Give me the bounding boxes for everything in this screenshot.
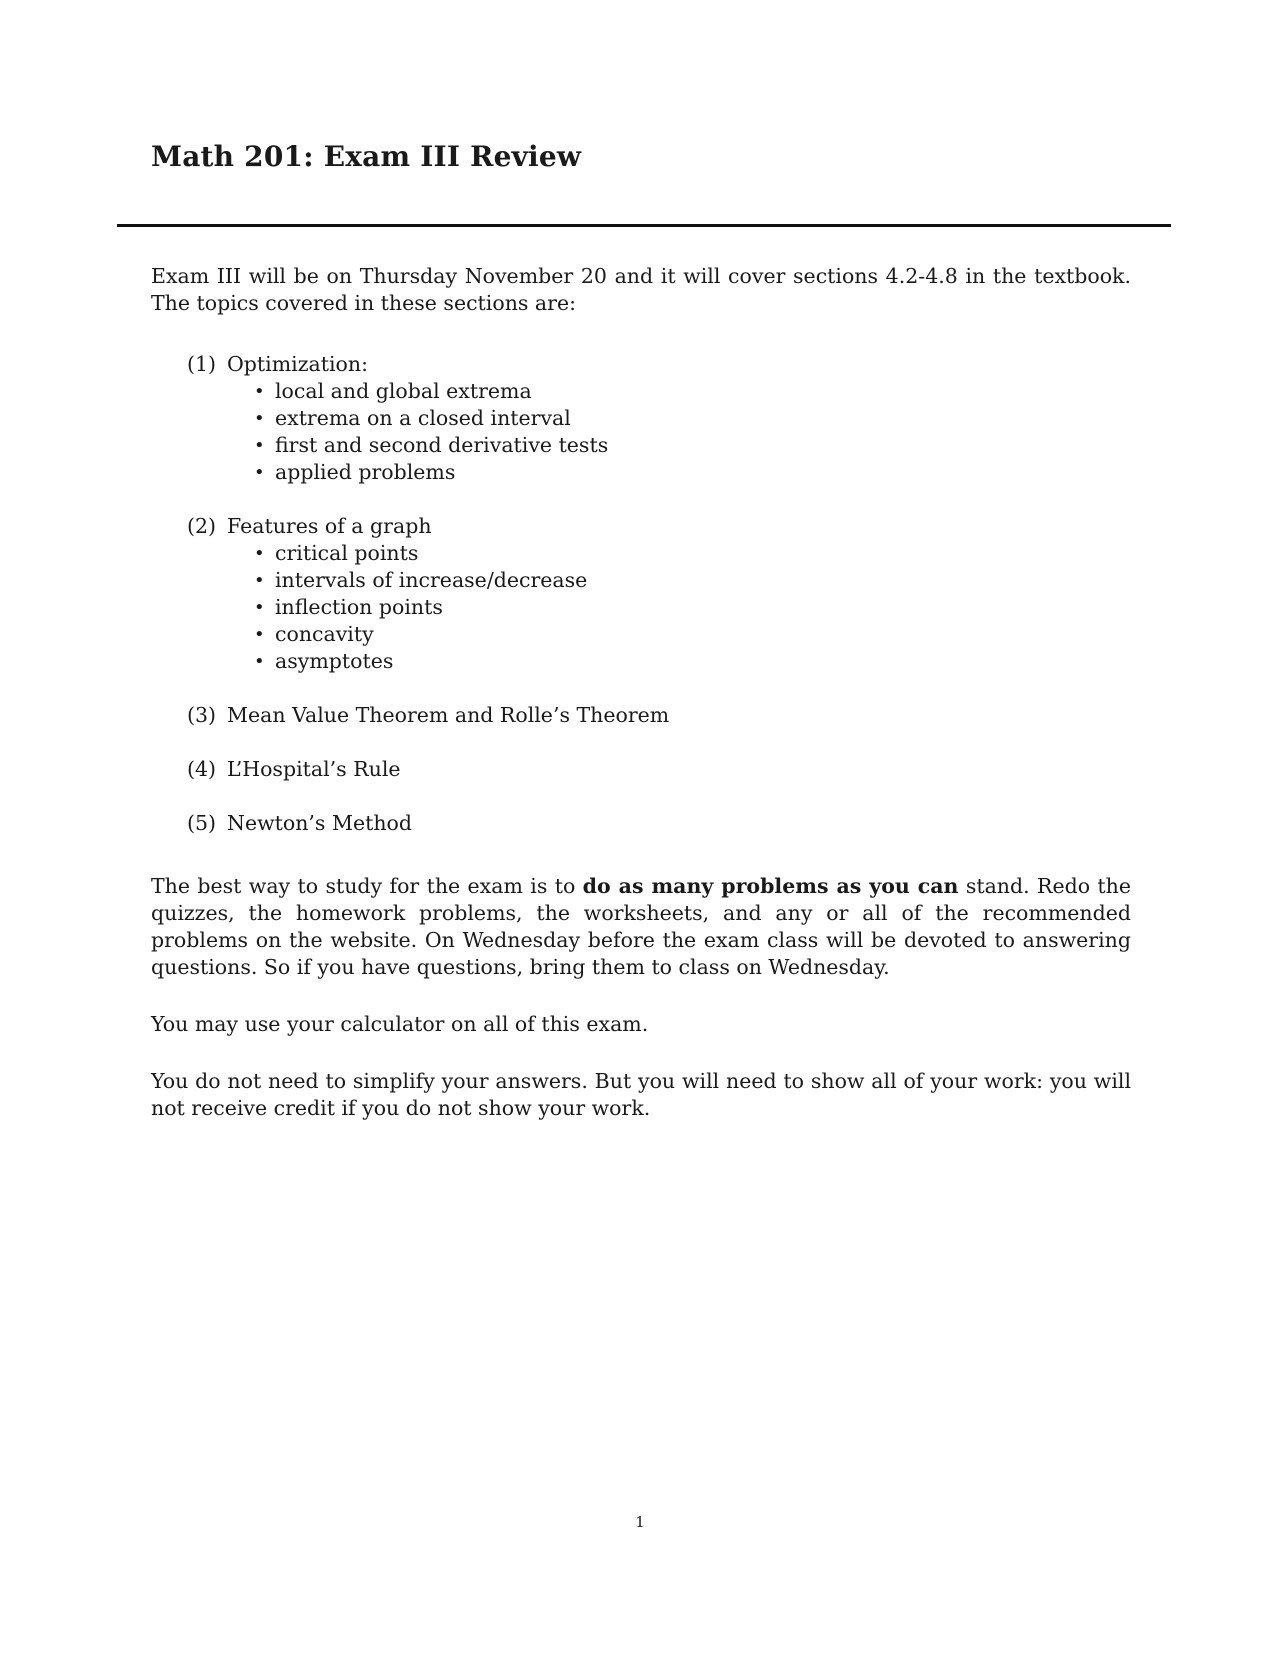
bullet-icon: • bbox=[254, 435, 265, 456]
study-text-start: The best way to study for the exam is to bbox=[151, 874, 583, 898]
topic-number: (3) bbox=[187, 703, 217, 727]
calculator-note: You may use your calculator on all of this exam. bbox=[151, 1012, 649, 1036]
study-text-end: stand. Redo the quizzes, the homework problems, the worksheets, and any or all of the recommended problems on the website. On Wednesday before the exam class will be devoted to answering questions. So if you have questions, bring them to class on Wednesday. bbox=[151, 874, 1131, 979]
study-paragraph bbox=[151, 873, 1131, 981]
subtopic-label: applied problems bbox=[275, 460, 456, 484]
topic-item-optimization bbox=[151, 351, 1131, 486]
subtopic-label: extrema on a closed interval bbox=[275, 406, 571, 430]
document-body bbox=[151, 263, 1131, 1122]
topic-item-lhospitals-rule bbox=[151, 756, 1131, 783]
subtopic-item bbox=[227, 459, 1131, 486]
topic-label: Newton’s Method bbox=[227, 811, 412, 835]
topic-number: (1) bbox=[187, 352, 217, 376]
page-title: Math 201: Exam III Review bbox=[151, 140, 582, 173]
subtopic-item bbox=[227, 405, 1131, 432]
subtopic-list bbox=[227, 540, 1131, 675]
subtopic-label: asymptotes bbox=[275, 649, 394, 673]
bullet-icon: • bbox=[254, 462, 265, 483]
page-number: 1 bbox=[635, 1513, 645, 1531]
subtopic-label: inflection points bbox=[275, 595, 443, 619]
work-note: You do not need to simplify your answers. But you will need to show all of your work: you will not receive credit if you do not show your work. bbox=[151, 1069, 1131, 1120]
subtopic-item bbox=[227, 432, 1131, 459]
bullet-icon: • bbox=[254, 543, 265, 564]
topic-label: Optimization: bbox=[227, 352, 368, 376]
topic-label: Mean Value Theorem and Rolle’s Theorem bbox=[227, 703, 670, 727]
topic-label: Features of a graph bbox=[227, 514, 432, 538]
bullet-icon: • bbox=[254, 570, 265, 591]
subtopic-item bbox=[227, 540, 1131, 567]
subtopic-item bbox=[227, 594, 1131, 621]
bullet-icon: • bbox=[254, 651, 265, 672]
subtopic-label: local and global extrema bbox=[275, 379, 532, 403]
topic-list bbox=[151, 351, 1131, 837]
bullet-icon: • bbox=[254, 597, 265, 618]
bullet-icon: • bbox=[254, 624, 265, 645]
subtopic-label: intervals of increase/decrease bbox=[275, 568, 588, 592]
topic-label: L’Hospital’s Rule bbox=[227, 757, 401, 781]
subtopic-item bbox=[227, 378, 1131, 405]
study-emphasis: do as many problems as you can bbox=[582, 874, 959, 898]
topic-number: (5) bbox=[187, 811, 217, 835]
topic-number: (4) bbox=[187, 757, 217, 781]
topic-number: (2) bbox=[187, 514, 217, 538]
topic-item-graph-features bbox=[151, 513, 1131, 675]
bullet-icon: • bbox=[254, 408, 265, 429]
subtopic-label: critical points bbox=[275, 541, 419, 565]
subtopic-item bbox=[227, 648, 1131, 675]
subtopic-label: first and second derivative tests bbox=[275, 433, 609, 457]
subtopic-item bbox=[227, 567, 1131, 594]
title-divider bbox=[117, 224, 1171, 227]
intro-paragraph: Exam III will be on Thursday November 20 and it will cover sections 4.2-4.8 in the textbook. The topics covered in these sections are: bbox=[151, 264, 1131, 315]
topic-item-mean-value-theorem bbox=[151, 702, 1131, 729]
subtopic-label: concavity bbox=[275, 622, 374, 646]
subtopic-list bbox=[227, 378, 1131, 486]
subtopic-item bbox=[227, 621, 1131, 648]
bullet-icon: • bbox=[254, 381, 265, 402]
topic-item-newtons-method bbox=[151, 810, 1131, 837]
